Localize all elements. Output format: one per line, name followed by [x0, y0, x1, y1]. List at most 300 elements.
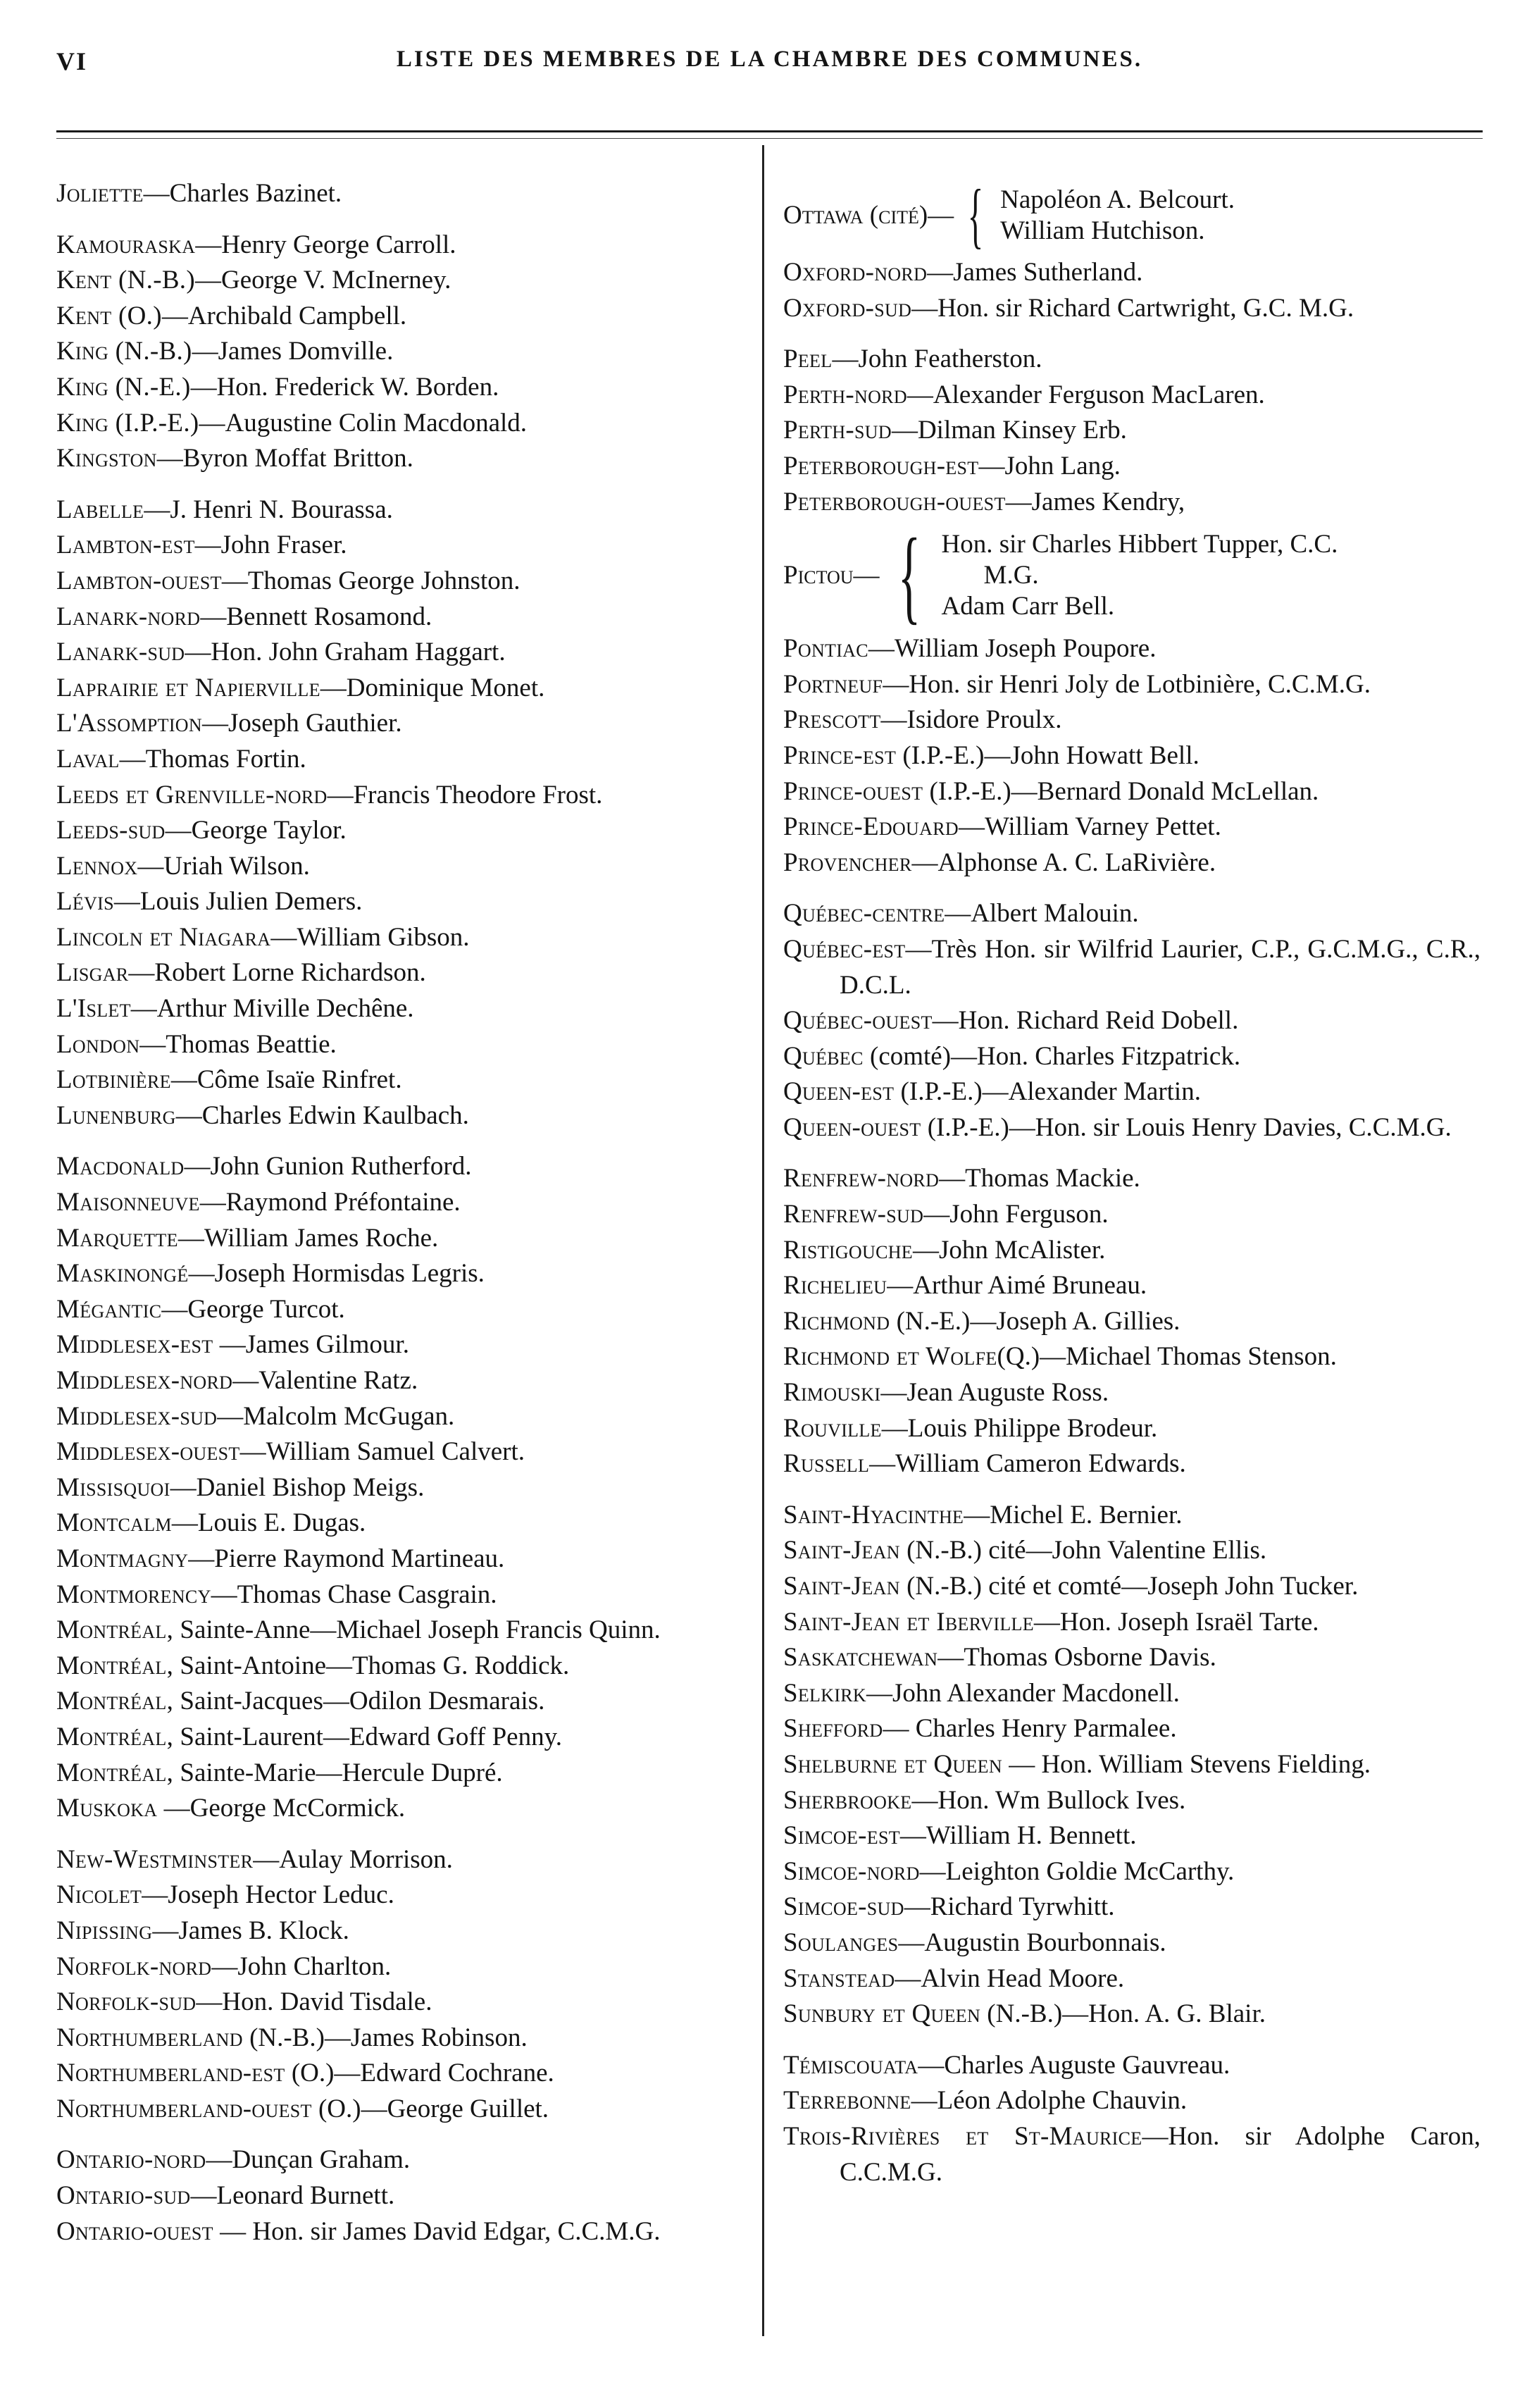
riding-name: Leeds et Grenville-nord: [56, 780, 328, 809]
member-entry: [783, 1161, 1481, 1197]
member-name: —Hon. Frederick W. Borden.: [190, 372, 499, 402]
member-name: —Aulay Morrison.: [253, 1844, 453, 1874]
member-name: —J. Henri N. Bourassa.: [144, 495, 393, 524]
entry-group: [56, 2142, 761, 2249]
member-entry: [56, 742, 761, 778]
riding-name: Kamouraska: [56, 230, 196, 259]
member-name: M.G.: [983, 561, 1039, 590]
left-column: [56, 176, 761, 2265]
riding-name: Montcalm: [56, 1508, 172, 1538]
entry-group: [783, 1498, 1481, 2032]
member-entry: [783, 1818, 1481, 1854]
member-name: —William Gibson.: [270, 922, 470, 952]
member-entry: [783, 342, 1481, 378]
riding-name: Russell: [783, 1449, 870, 1479]
member-name: —John Lang.: [978, 451, 1121, 480]
member-entry: [783, 1783, 1481, 1819]
member-name: (comté)—Hon. Charles Fitzpatrick.: [863, 1041, 1241, 1071]
riding-name: Middlesex-nord: [56, 1366, 233, 1395]
riding-name: Perth-sud: [783, 416, 892, 445]
member-entry: [56, 1756, 761, 1792]
riding-name: Ottawa (cité)—: [783, 201, 954, 230]
member-name: —Thomas Chase Casgrain.: [211, 1580, 497, 1609]
riding-name: Pictou—: [783, 561, 880, 590]
riding-name: Stanstead: [783, 1963, 895, 1993]
member-entry: [783, 1533, 1481, 1569]
riding-name: Saint-Jean: [783, 1572, 900, 1601]
riding-name: Maskinongé: [56, 1259, 189, 1289]
member-name: —Louis E. Dugas.: [171, 1508, 366, 1538]
member-name: —Leonard Burnett.: [190, 2181, 395, 2211]
member-entry: [56, 370, 761, 406]
riding-name: Shelburne et Queen: [783, 1749, 1002, 1779]
riding-name: Maisonneuve: [56, 1188, 200, 1217]
member-entry: [56, 1470, 761, 1506]
riding-name: Macdonald: [56, 1152, 185, 1181]
riding-name: Nicolet: [56, 1880, 142, 1910]
page-number: VI: [56, 47, 88, 75]
member-entry: [56, 1577, 761, 1613]
member-name: —Très Hon. sir Wilfrid Laurier, C.P., G.C.M.G., C.R., D.C.L.: [840, 934, 1481, 1000]
member-entry: [56, 1327, 761, 1363]
riding-name: King (N.-B.): [56, 337, 192, 366]
member-name: (I.P.-E.)—Hon. sir Louis Henry Davies, C.C.M.G.: [921, 1112, 1452, 1142]
riding-name: Laval: [56, 744, 120, 774]
member-entry: [783, 1747, 1481, 1783]
member-name: —James Sutherland.: [927, 258, 1143, 287]
member-name: —William Varney Pettet.: [958, 812, 1221, 842]
member-entry: [783, 1039, 1481, 1075]
member-name: Saint-Antoine—Thomas G. Roddick.: [173, 1651, 570, 1680]
member-entry: [56, 1292, 761, 1328]
member-entry: [56, 228, 761, 263]
riding-name: Norfolk-nord: [56, 1951, 212, 1981]
riding-name: Richelieu: [783, 1271, 887, 1301]
member-name: —William Cameron Edwards.: [869, 1449, 1186, 1479]
member-name: —John Alexander Macdonell.: [866, 1678, 1180, 1708]
member-entry: [56, 263, 761, 299]
riding-name: Kent (O.): [56, 301, 162, 330]
member-name: —George Turcot.: [161, 1294, 345, 1324]
member-entry: [783, 485, 1481, 521]
member-entry: [783, 631, 1481, 667]
member-entry: [783, 702, 1481, 738]
riding-name: Perth-nord: [783, 380, 907, 409]
member-entry: [56, 1027, 761, 1063]
member-entry: [56, 1842, 761, 1878]
member-name: —Louis Philippe Brodeur.: [881, 1413, 1158, 1443]
member-entry: [783, 1961, 1481, 1997]
riding-name: Québec-centre: [783, 899, 945, 929]
header-rule-thin: [56, 138, 1483, 139]
riding-name: Québec-ouest: [783, 1006, 933, 1036]
member-entry: [783, 1339, 1481, 1375]
member-entry: [783, 845, 1481, 881]
member-name: —Charles Bazinet.: [143, 179, 342, 208]
member-name: (Q.)—Michael Thomas Stenson.: [997, 1342, 1337, 1372]
member-name: (O.)—Edward Cochrane.: [285, 2059, 554, 2088]
member-entry: [783, 1711, 1481, 1747]
member-name: —Arthur Aimé Bruneau.: [887, 1271, 1147, 1301]
riding-name: Montmagny: [56, 1544, 189, 1573]
member-entry: [783, 1605, 1481, 1641]
riding-name: Saint-Jean: [783, 1536, 900, 1565]
member-name: —Isidore Proulx.: [880, 705, 1062, 735]
member-entry: [783, 2119, 1481, 2190]
riding-name: Peterborough-ouest: [783, 487, 1006, 516]
member-name: —Thomas George Johnston.: [221, 566, 521, 595]
member-name: —James Kendry,: [1005, 487, 1185, 516]
riding-name: Kingston: [56, 444, 157, 473]
member-name: —Joseph Hormisdas Legris.: [188, 1259, 485, 1289]
member-name: —John Charlton.: [211, 1951, 392, 1981]
member-name: —Robert Lorne Richardson.: [128, 958, 426, 988]
riding-name: Simcoe-nord: [783, 1856, 920, 1886]
riding-name: Simcoe-sud: [783, 1892, 904, 1922]
riding-name: Ontario-ouest: [56, 2216, 213, 2246]
riding-name: Saskatchewan: [783, 1643, 938, 1672]
member-name: (N.-B.) cité—John Valentine Ellis.: [899, 1536, 1267, 1565]
riding-name: Prince-ouest: [783, 776, 923, 806]
entry-group: [56, 176, 761, 212]
member-name: —John Featherston.: [832, 345, 1042, 374]
member-name: —Alvin Head Moore.: [895, 1963, 1125, 1993]
member-name: —Hon. Wm Bullock Ives.: [911, 1785, 1186, 1815]
riding-name: Ontario-nord: [56, 2145, 206, 2175]
member-name: (O.)—George Guillet.: [311, 2094, 549, 2123]
member-entry: [56, 884, 761, 920]
member-entry: [56, 706, 761, 742]
entry-group: [56, 1149, 761, 1826]
member-entry: [56, 1949, 761, 1985]
member-name: —Jean Auguste Ross.: [880, 1378, 1109, 1408]
member-entry: [783, 1640, 1481, 1676]
member-name: —Dunçan Graham.: [206, 2145, 411, 2175]
riding-name: Lennox: [56, 851, 138, 881]
member-entry: [56, 920, 761, 956]
member-name: —Alphonse A. C. LaRivière.: [911, 848, 1216, 877]
riding-name: Montréal,: [56, 1758, 174, 1787]
riding-name: Trois-Rivières et St-Maurice: [783, 2121, 1142, 2151]
member-entry: [783, 896, 1481, 932]
riding-name: New-Westminster: [56, 1844, 254, 1874]
member-entry: [56, 2214, 761, 2250]
member-entry: [56, 1649, 761, 1684]
riding-name: Pontiac: [783, 634, 868, 664]
member-name: —George McCormick.: [157, 1794, 406, 1823]
member-entry: [56, 1098, 761, 1134]
member-name: —Henry George Carroll.: [195, 230, 456, 259]
member-name: —Hon. sir Henri Joly de Lotbinière, C.C.M.G.: [883, 669, 1371, 699]
riding-name: Montréal,: [56, 1722, 174, 1751]
riding-name: Témiscouata: [783, 2050, 918, 2080]
member-entry: [56, 1434, 761, 1470]
pictou-entry: [783, 517, 1481, 635]
member-name: —Charles Edwin Kaulbach.: [175, 1100, 469, 1130]
riding-name: Leeds-sud: [56, 816, 166, 845]
riding-name: Northumberland: [56, 2023, 243, 2052]
riding-name: Lambton-ouest: [56, 566, 222, 595]
member-entry: [783, 1268, 1481, 1304]
riding-name: Terrebonne: [783, 2086, 911, 2116]
brace-symbol: {: [967, 175, 984, 256]
riding-name: Sherbrooke: [783, 1785, 912, 1815]
member-name: —Arthur Miville Dechêne.: [130, 994, 414, 1024]
member-entry: [56, 849, 761, 885]
riding-name: L'Assomption: [56, 709, 202, 738]
riding-name: Mégantic: [56, 1294, 162, 1324]
member-name: —John Ferguson.: [923, 1200, 1109, 1229]
member-name: (I.P.-E.)—Alexander Martin.: [894, 1077, 1201, 1107]
member-entry: [783, 1854, 1481, 1890]
member-name: —Michel E. Bernier.: [964, 1500, 1183, 1529]
member-entry: [56, 299, 761, 335]
riding-name: Labelle: [56, 495, 144, 524]
entry-group: [783, 342, 1481, 881]
member-entry: [56, 564, 761, 600]
member-name: —Malcolm McGugan.: [217, 1401, 455, 1431]
riding-name: Prescott: [783, 705, 881, 735]
member-name: —Dominique Monet.: [320, 673, 545, 702]
member-name: —Augustin Bourbonnais.: [898, 1928, 1166, 1957]
riding-name: Oxford-nord: [783, 258, 928, 287]
member-entry: [783, 1925, 1481, 1961]
member-entry: [783, 1676, 1481, 1712]
member-name: —Hon. sir Richard Cartwright, G.C. M.G.: [911, 293, 1354, 323]
member-name: —Joseph Gauthier.: [201, 709, 402, 738]
member-name: —Hon. David Tisdale.: [196, 1987, 432, 2017]
member-entry: [783, 378, 1481, 414]
page-header: [56, 46, 1483, 89]
riding-name: Marquette: [56, 1223, 178, 1253]
member-name: —James Gilmour.: [213, 1330, 409, 1360]
member-name: —Archibald Campbell.: [161, 301, 407, 330]
right-column: [783, 176, 1481, 2206]
member-entry: [783, 1003, 1481, 1039]
member-entry: [56, 406, 761, 442]
member-entry: [56, 492, 761, 528]
member-entry: [56, 1985, 761, 2021]
member-entry: [56, 955, 761, 991]
member-name: —James B. Klock.: [152, 1916, 349, 1945]
member-name: —Uriah Wilson.: [137, 851, 310, 881]
member-entry: [56, 2092, 761, 2128]
member-entry: [56, 991, 761, 1027]
member-name: —Albert Malouin.: [945, 899, 1139, 929]
riding-name: Lotbinière: [56, 1065, 171, 1095]
member-name: —William H. Bennett.: [899, 1821, 1137, 1851]
member-name: (I.P.-E.)—Bernard Donald McLellan.: [923, 776, 1319, 806]
riding-name: Prince-est: [783, 740, 897, 770]
member-name: —Thomas Beattie.: [139, 1029, 337, 1059]
member-name: (I.P.-E.)—John Howatt Bell.: [896, 740, 1200, 770]
member-name: —William Samuel Calvert.: [239, 1437, 525, 1467]
member-entry: [783, 1889, 1481, 1925]
member-entry: [783, 932, 1481, 1003]
member-name: (N.-B.)—James Robinson.: [242, 2023, 528, 2052]
member-entry: [56, 813, 761, 849]
member-name: Adam Carr Bell.: [941, 592, 1115, 621]
member-name: —Leighton Goldie McCarthy.: [919, 1856, 1235, 1886]
member-name: —Hon. Joseph Israël Tarte.: [1033, 1607, 1319, 1637]
member-entry: [783, 1569, 1481, 1605]
member-name: —Alexander Ferguson MacLaren.: [906, 380, 1265, 409]
member-name: —John Fraser.: [194, 530, 347, 560]
member-entry: [56, 1149, 761, 1185]
member-entry: [56, 1613, 761, 1649]
riding-name: Montréal,: [56, 1651, 174, 1680]
member-name: —Hon. Richard Reid Dobell.: [932, 1006, 1239, 1036]
riding-name: Nipissing: [56, 1916, 153, 1945]
riding-name: Oxford-sud: [783, 293, 912, 323]
riding-name: Lanark-sud: [56, 638, 185, 667]
member-name: Saint-Jacques—Odilon Desmarais.: [173, 1687, 545, 1716]
member-name: —Thomas Osborne Davis.: [937, 1643, 1216, 1672]
riding-name: Middlesex-sud: [56, 1401, 218, 1431]
entry-group: [783, 1161, 1481, 1482]
member-entry: [56, 1399, 761, 1435]
member-name: —Bennett Rosamond.: [200, 602, 432, 631]
riding-name: Lincoln et Niagara: [56, 922, 271, 952]
member-name: —Léon Adolphe Chauvin.: [911, 2086, 1188, 2116]
member-entry: [56, 600, 761, 635]
member-name: —James Domville.: [192, 337, 394, 366]
riding-name: Québec: [783, 1041, 864, 1071]
header-rule: [56, 130, 1483, 132]
member-entry: [56, 1913, 761, 1949]
riding-name: Laprairie et Napierville: [56, 673, 320, 702]
riding-name: Montréal,: [56, 1615, 174, 1645]
riding-name: Richmond: [783, 1306, 890, 1336]
riding-name: Renfrew-nord: [783, 1164, 940, 1193]
riding-name: Saint-Jean et Iberville: [783, 1607, 1034, 1637]
member-entry: [56, 1791, 761, 1827]
member-name: —William Joseph Poupore.: [868, 634, 1157, 664]
member-entry: [783, 2083, 1481, 2119]
member-name: Napoléon A. Belcourt.: [1000, 185, 1235, 214]
riding-name: Queen-ouest: [783, 1112, 921, 1142]
member-entry: [56, 1541, 761, 1577]
member-entry: [56, 1506, 761, 1541]
member-name: —Côme Isaïe Rinfret.: [170, 1065, 402, 1095]
member-name: —Valentine Ratz.: [232, 1366, 418, 1395]
member-entry: [783, 2048, 1481, 2084]
member-entry: [56, 441, 761, 477]
riding-name: Kent (N.-B.): [56, 266, 195, 295]
member-name: —Thomas Mackie.: [939, 1164, 1140, 1193]
brace-symbol: {: [897, 517, 921, 635]
riding-name: Rouville: [783, 1413, 882, 1443]
member-name: —Joseph Hector Leduc.: [142, 1880, 394, 1910]
riding-name: Missisquoi: [56, 1472, 170, 1502]
member-name: Sainte-Marie—Hercule Dupré.: [173, 1758, 503, 1787]
member-name: —Charles Auguste Gauvreau.: [918, 2050, 1230, 2080]
member-name: William Hutchison.: [1000, 216, 1205, 245]
riding-name: Lanark-nord: [56, 602, 201, 631]
member-name: —Francis Theodore Frost.: [327, 780, 603, 809]
riding-name: Saint-Hyacinthe: [783, 1500, 964, 1529]
entry-group: [783, 896, 1481, 1146]
riding-name: L'Islet: [56, 994, 131, 1024]
riding-name: King (I.P.-E.): [56, 408, 199, 437]
riding-name: Portneuf: [783, 669, 883, 699]
riding-name: Soulanges: [783, 1928, 899, 1957]
member-name: — Hon. sir James David Edgar, C.C.M.G.: [213, 2216, 661, 2246]
member-entry: [783, 1446, 1481, 1482]
riding-name: Peel: [783, 345, 833, 374]
member-name: — Charles Henry Parmalee.: [883, 1714, 1177, 1744]
member-entry: [56, 1256, 761, 1292]
riding-name: Muskoka: [56, 1794, 158, 1823]
member-name: —William James Roche.: [177, 1223, 439, 1253]
member-name: —Pierre Raymond Martineau.: [188, 1544, 505, 1573]
entry-group: [783, 2048, 1481, 2190]
riding-name: Norfolk-sud: [56, 1987, 197, 2017]
riding-name: Lunenburg: [56, 1100, 176, 1130]
entry-group: [783, 175, 1481, 326]
member-entry: [783, 1498, 1481, 1534]
riding-name: Sunbury et Queen: [783, 1999, 981, 2029]
member-entry: [783, 413, 1481, 449]
riding-name: Simcoe-est: [783, 1821, 900, 1851]
member-name: Saint-Laurent—Edward Goff Penny.: [173, 1722, 562, 1751]
member-entry: [783, 774, 1481, 810]
member-name: (N.-E.)—Joseph A. Gillies.: [890, 1306, 1180, 1336]
member-entry: [56, 671, 761, 707]
riding-name: Provencher: [783, 848, 912, 877]
member-name: —Thomas Fortin.: [119, 744, 306, 774]
member-name: —Richard Tyrwhitt.: [904, 1892, 1115, 1922]
member-name: —Hon. sir Adolphe Caron, C.C.M.G.: [840, 2121, 1481, 2187]
member-name: (N.-B.)—Hon. A. G. Blair.: [980, 1999, 1266, 2029]
riding-name: Shefford: [783, 1714, 883, 1744]
riding-name: Québec-est: [783, 934, 906, 964]
member-entry: [56, 176, 761, 212]
member-entry: [56, 2142, 761, 2178]
riding-name: Middlesex-ouest: [56, 1437, 240, 1467]
member-entry: [56, 1363, 761, 1399]
member-entry: [783, 449, 1481, 485]
riding-name: Queen-est: [783, 1077, 895, 1107]
riding-name: London: [56, 1029, 140, 1059]
riding-name: Lisgar: [56, 958, 129, 988]
riding-name: Northumberland-est: [56, 2059, 285, 2088]
member-name: —Louis Julien Demers.: [113, 887, 363, 917]
riding-name: Lambton-est: [56, 530, 195, 560]
brace-members: [1000, 185, 1235, 247]
member-name: —Byron Moffat Britton.: [156, 444, 413, 473]
member-name: Hon. sir Charles Hibbert Tupper, C.C.: [941, 530, 1338, 559]
column-divider: [762, 145, 764, 2336]
member-name: —Dilman Kinsey Erb.: [891, 416, 1127, 445]
member-entry: [56, 1684, 761, 1720]
riding-name: Montréal,: [56, 1687, 174, 1716]
member-entry: [56, 1062, 761, 1098]
member-entry: [783, 809, 1481, 845]
member-entry: [783, 1304, 1481, 1340]
riding-name: Northumberland-ouest: [56, 2094, 312, 2123]
member-entry: [783, 291, 1481, 327]
member-entry: [56, 1878, 761, 1913]
member-entry: [56, 1185, 761, 1221]
member-entry: [56, 1221, 761, 1257]
member-entry: [56, 528, 761, 564]
member-entry: [783, 1074, 1481, 1110]
member-entry: [56, 2056, 761, 2092]
riding-name: Selkirk: [783, 1678, 866, 1708]
riding-name: Ristigouche: [783, 1235, 913, 1265]
member-entry: [783, 667, 1481, 703]
